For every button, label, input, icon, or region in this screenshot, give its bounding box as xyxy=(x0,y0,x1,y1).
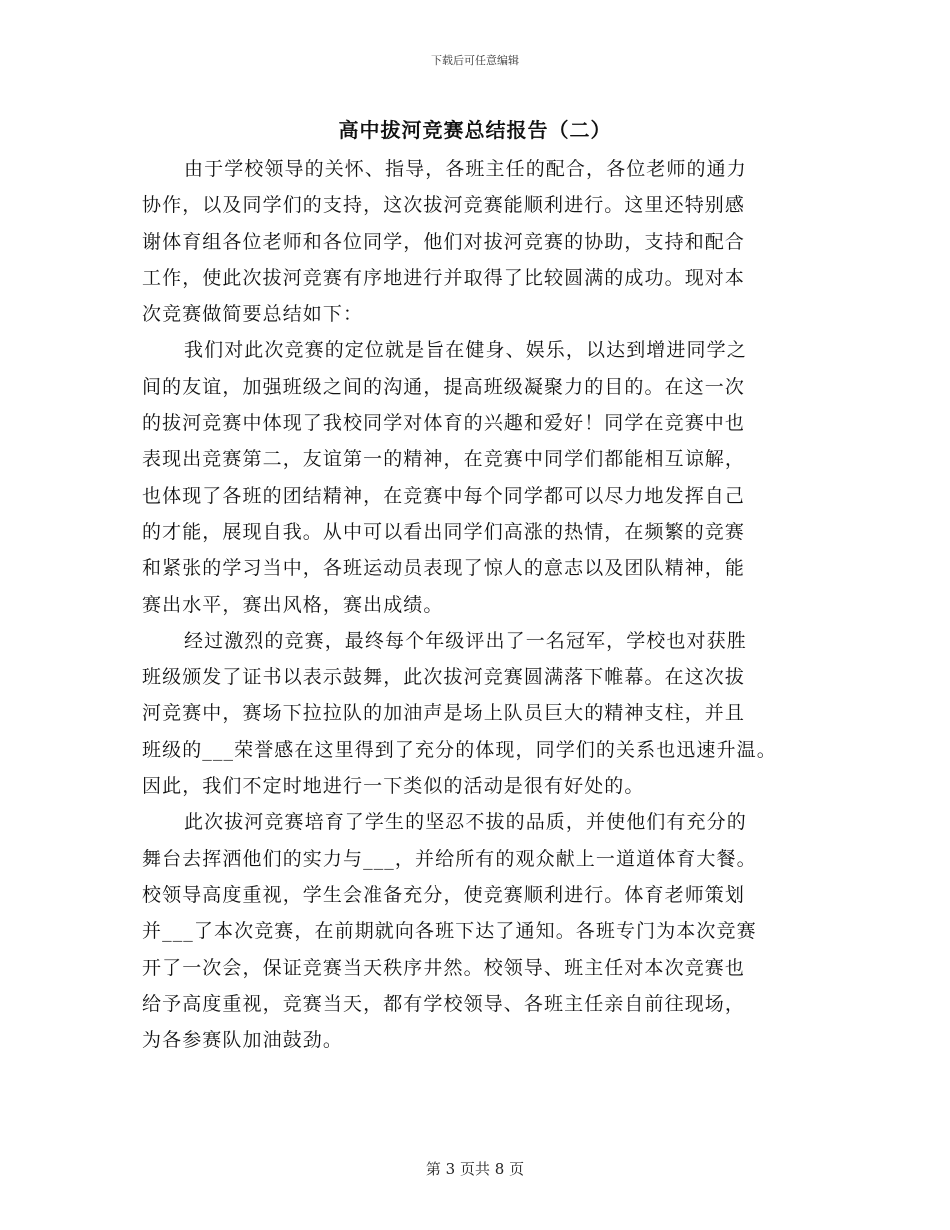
body-text-line: 表现出竞赛第二，友谊第一的精神，在竞赛中同学们都能相互谅解， xyxy=(142,448,746,471)
body-text-line: 河竞赛中，赛场下拉拉队的加油声是场上队员巨大的精神支柱，并且 xyxy=(142,702,746,725)
body-text-line: 和紧张的学习当中，各班运动员表现了惊人的意志以及团队精神，能 xyxy=(142,557,746,580)
body-text-line: 因此，我们不定时地进行一下类似的活动是很有好处的。 xyxy=(142,775,645,798)
body-text-line: 赛出水平，赛出风格，赛出成绩。 xyxy=(142,593,444,616)
body-text-line: 舞台去挥洒他们的实力与___，并给所有的观众献上一道道体育大餐。 xyxy=(142,847,757,870)
body-text-line: 开了一次会，保证竞赛当天秩序井然。校领导、班主任对本次竞赛也 xyxy=(142,956,746,979)
body-text-line: 的拔河竞赛中体现了我校同学对体育的兴趣和爱好！同学在竞赛中也 xyxy=(142,412,746,435)
document-body xyxy=(142,151,818,1058)
body-text-line: 工作，使此次拔河竞赛有序地进行并取得了比较圆满的成功。现对本 xyxy=(142,266,746,289)
body-text-line: 由于学校领导的关怀、指导，各班主任的配合，各位老师的通力 xyxy=(184,158,747,180)
body-text-line: 校领导高度重视，学生会准备充分，使竞赛顺利进行。体育老师策划 xyxy=(142,883,746,906)
body-text-line: 班级的___荣誉感在这里得到了充分的体现，同学们的关系也迅速升温。 xyxy=(142,738,777,761)
document-title: 高中拔河竞赛总结报告（二） xyxy=(338,118,612,142)
body-text-line: 此次拔河竞赛培育了学生的坚忍不拔的品质，并使他们有充分的 xyxy=(184,811,747,834)
body-text-line: 给予高度重视，竞赛当天，都有学校领导、各班主任亲自前往现场， xyxy=(142,992,746,1015)
page-header-note: 下载后可任意编辑 xyxy=(431,54,519,67)
body-text-line: 我们对此次竞赛的定位就是旨在健身、娱乐，以达到增进同学之 xyxy=(184,339,747,362)
body-text-line: 班级颁发了证书以表示鼓舞，此次拔河竞赛圆满落下帷幕。在这次拔 xyxy=(142,666,746,689)
body-text-line: 并___了本次竞赛，在前期就向各班下达了通知。各班专门为本次竞赛 xyxy=(142,920,757,943)
body-text-line: 也体现了各班的团结精神，在竞赛中每个同学都可以尽力地发挥自己 xyxy=(142,484,746,507)
page-number-footer: 第 3 页共 8 页 xyxy=(425,1160,525,1178)
body-text-line: 经过激烈的竞赛，最终每个年级评出了一名冠军，学校也对获胜 xyxy=(184,629,747,652)
body-text-line: 的才能，展现自我。从中可以看出同学们高涨的热情，在频繁的竞赛 xyxy=(142,520,746,543)
body-text-line: 谢体育组各位老师和各位同学，他们对拔河竞赛的协助，支持和配合 xyxy=(142,230,746,253)
body-text-line: 间的友谊，加强班级之间的沟通，提高班级凝聚力的目的。在这一次 xyxy=(142,375,746,398)
body-text-line: 次竞赛做简要总结如下： xyxy=(142,303,364,326)
body-text-line: 为各参赛队加油鼓劲。 xyxy=(142,1029,344,1052)
body-text-line: 协作，以及同学们的支持，这次拔河竞赛能顺利进行。这里还特别感 xyxy=(142,194,746,217)
